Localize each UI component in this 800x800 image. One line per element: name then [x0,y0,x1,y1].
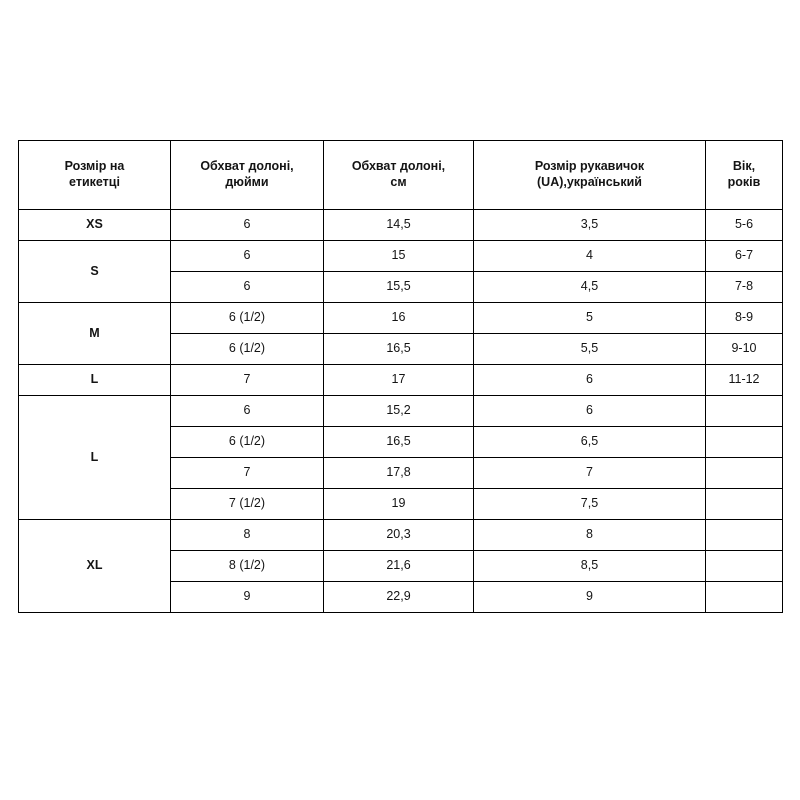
cell-label-size: XL [19,520,171,613]
header-line: Розмір рукавичок [534,159,645,174]
header-line: етикетці [69,175,120,189]
cell-palm-cm: 19 [324,489,474,520]
header-line: Розмір на [64,159,125,174]
cell-age [706,458,783,489]
cell-palm-cm: 14,5 [324,210,474,241]
cell-glove-size: 6 [474,365,706,396]
header-line: Вік, [732,159,756,174]
header-cell-label-size [19,141,171,210]
cell-label-size: L [19,365,171,396]
cell-palm-cm: 15,2 [324,396,474,427]
header-line: дюйми [225,175,269,189]
header-cell-palm-cm [324,141,474,210]
cell-palm-inches: 6 (1/2) [171,427,324,458]
cell-glove-size: 7 [474,458,706,489]
cell-palm-cm: 21,6 [324,551,474,582]
cell-glove-size: 6,5 [474,427,706,458]
cell-palm-cm: 15,5 [324,272,474,303]
cell-label-size: M [19,303,171,365]
cell-age: 5-6 [706,210,783,241]
table-row [19,303,783,334]
cell-glove-size: 3,5 [474,210,706,241]
cell-glove-size: 5 [474,303,706,334]
cell-palm-cm: 16,5 [324,334,474,365]
table-body [19,210,783,613]
table-row [19,396,783,427]
cell-age: 6-7 [706,241,783,272]
cell-palm-inches: 6 [171,396,324,427]
header-line: років [727,175,761,189]
cell-age [706,396,783,427]
cell-palm-inches: 6 [171,272,324,303]
table-row [19,520,783,551]
cell-age [706,427,783,458]
cell-age: 11-12 [706,365,783,396]
cell-palm-cm: 16,5 [324,427,474,458]
table-header [19,141,783,210]
cell-palm-inches: 7 [171,365,324,396]
header-line: Обхват долоні, [200,159,294,174]
header-line: см [390,175,407,189]
cell-age [706,520,783,551]
cell-age: 9-10 [706,334,783,365]
size-table-container [18,140,782,613]
header-cell-palm-inches [171,141,324,210]
cell-palm-inches: 6 [171,210,324,241]
cell-age [706,551,783,582]
cell-age [706,582,783,613]
cell-glove-size: 8 [474,520,706,551]
cell-glove-size: 4,5 [474,272,706,303]
cell-palm-inches: 6 (1/2) [171,334,324,365]
header-cell-age [706,141,783,210]
cell-glove-size: 5,5 [474,334,706,365]
header-line: (UA),український [537,175,642,189]
header-cell-glove-size-ua [474,141,706,210]
cell-glove-size: 8,5 [474,551,706,582]
cell-palm-cm: 15 [324,241,474,272]
cell-palm-inches: 9 [171,582,324,613]
size-table [18,140,783,613]
cell-palm-cm: 17,8 [324,458,474,489]
cell-palm-cm: 17 [324,365,474,396]
cell-palm-inches: 8 (1/2) [171,551,324,582]
cell-label-size: L [19,396,171,520]
cell-palm-inches: 6 [171,241,324,272]
cell-age [706,489,783,520]
cell-glove-size: 4 [474,241,706,272]
cell-label-size: S [19,241,171,303]
cell-palm-cm: 20,3 [324,520,474,551]
cell-glove-size: 9 [474,582,706,613]
header-line: Обхват долоні, [351,159,446,174]
cell-palm-cm: 22,9 [324,582,474,613]
cell-label-size: XS [19,210,171,241]
cell-palm-inches: 6 (1/2) [171,303,324,334]
table-row [19,210,783,241]
table-row [19,241,783,272]
cell-age: 7-8 [706,272,783,303]
table-row [19,365,783,396]
cell-palm-inches: 8 [171,520,324,551]
cell-glove-size: 6 [474,396,706,427]
cell-age: 8-9 [706,303,783,334]
header-row [19,141,783,210]
cell-palm-cm: 16 [324,303,474,334]
cell-glove-size: 7,5 [474,489,706,520]
cell-palm-inches: 7 [171,458,324,489]
cell-palm-inches: 7 (1/2) [171,489,324,520]
